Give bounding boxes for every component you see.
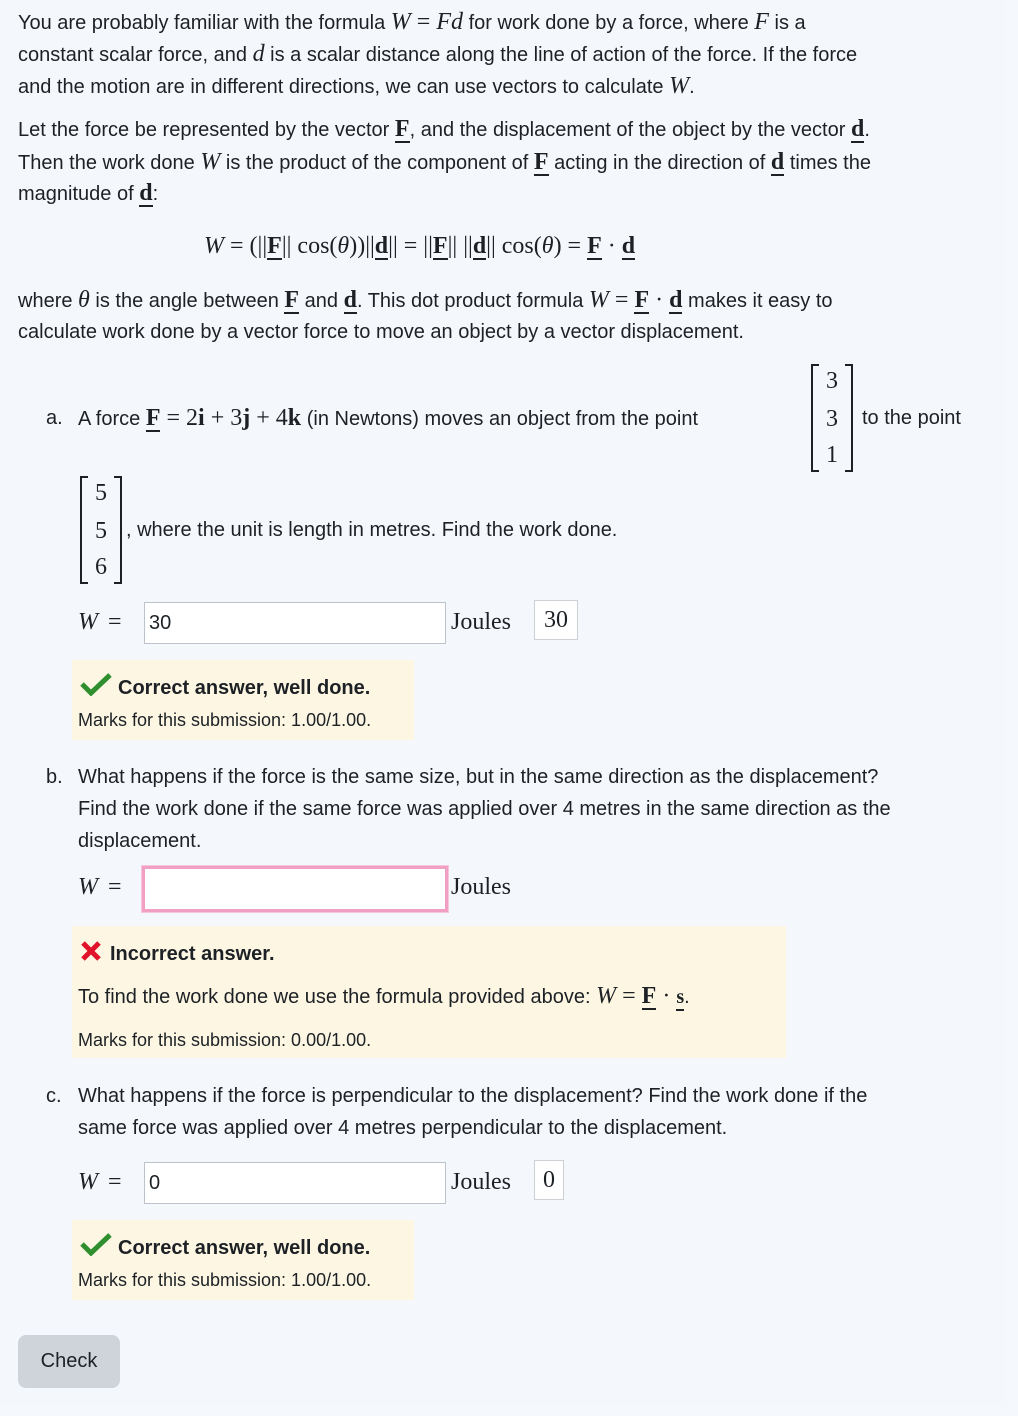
part-a-question-end: , where the unit is length in metres. Find the work done.	[126, 519, 618, 541]
vector-intro-line-2: Then the work done W is the product of the component of F acting in the direction of d times the	[18, 149, 871, 175]
part-a-feedback	[72, 660, 414, 740]
matrix-entry: 5	[95, 518, 107, 544]
part-a-answer-input[interactable]	[144, 602, 446, 644]
part-b-answer-input[interactable]	[142, 866, 448, 912]
matrix-entry: 1	[826, 442, 838, 468]
part-c-label: c.	[46, 1085, 62, 1107]
intro-line-1: You are probably familiar with the formula W = Fd for work done by a force, where F is a	[18, 9, 806, 35]
matrix-entry: 5	[95, 480, 107, 506]
part-c-question-line-1: What happens if the force is perpendicular to the displacement? Find the work done if the	[78, 1085, 868, 1107]
part-b-question-line-2: Find the work done if the same force was applied over 4 metres in the same direction as the	[78, 798, 891, 820]
part-c-unit: Joules	[451, 1169, 511, 1195]
part-b-feedback-title: Incorrect answer.	[110, 943, 275, 965]
part-c-w-label: W =	[78, 1169, 122, 1195]
check-button[interactable]: Check	[18, 1335, 120, 1388]
part-a-feedback-title: Correct answer, well done.	[118, 677, 371, 699]
part-b-w-label: W =	[78, 874, 122, 900]
work-formula: W = (||F|| cos(θ))||d|| = ||F|| ||d|| cos(θ) = F · d	[204, 233, 636, 259]
part-b-question-line-3: displacement.	[78, 830, 202, 852]
part-a-question: A force F = 2i + 3j + 4k (in Newtons) moves an object from the point	[78, 405, 699, 431]
start-point-matrix	[811, 364, 853, 472]
end-point-matrix	[80, 476, 122, 584]
vector-intro-line-1: Let the force be represented by the vector F, and the displacement of the object by the vector d.	[18, 116, 870, 142]
intro-line-2: constant scalar force, and d is a scalar distance along the line of action of the force. If the force	[18, 41, 858, 67]
matrix-entry: 3	[826, 406, 838, 432]
part-c-feedback-title: Correct answer, well done.	[118, 1237, 371, 1259]
part-b-marks: Marks for this submission: 0.00/1.00.	[78, 1030, 372, 1050]
part-c-answer-preview: 0	[534, 1160, 564, 1200]
part-c-feedback	[72, 1220, 414, 1300]
matrix-entry: 3	[826, 368, 838, 394]
part-a-unit: Joules	[451, 609, 511, 635]
part-c-marks: Marks for this submission: 1.00/1.00.	[78, 1270, 372, 1290]
part-c-question-line-2: same force was applied over 4 metres perpendicular to the displacement.	[78, 1117, 728, 1139]
part-a-answer-preview: 30	[534, 600, 578, 640]
part-a-w-label: W =	[78, 609, 122, 635]
part-b-question-line-1: What happens if the force is the same size, but in the same direction as the displacement?	[78, 766, 879, 788]
to-the-point-text: to the point	[862, 407, 961, 429]
dot-product-line-2: calculate work done by a vector force to move an object by a vector displacement.	[18, 321, 744, 343]
cross-icon	[80, 940, 102, 962]
part-a-label: a.	[46, 407, 63, 429]
check-icon	[80, 672, 112, 696]
part-b-hint: To find the work done we use the formula provided above: W = F · s.	[78, 983, 690, 1009]
matrix-entry: 6	[95, 554, 107, 580]
part-a-marks: Marks for this submission: 1.00/1.00.	[78, 710, 372, 730]
part-b-unit: Joules	[451, 874, 511, 900]
intro-line-3: and the motion are in different directions, we can use vectors to calculate W.	[18, 73, 695, 99]
dot-product-line-1: where θ is the angle between F and d. This dot product formula W = F · d makes it easy to	[18, 287, 833, 313]
check-icon	[80, 1232, 112, 1256]
part-b-label: b.	[46, 766, 63, 788]
vector-intro-line-3: magnitude of d:	[18, 180, 159, 206]
part-b-feedback	[72, 926, 786, 1058]
part-c-answer-input[interactable]	[144, 1162, 446, 1204]
